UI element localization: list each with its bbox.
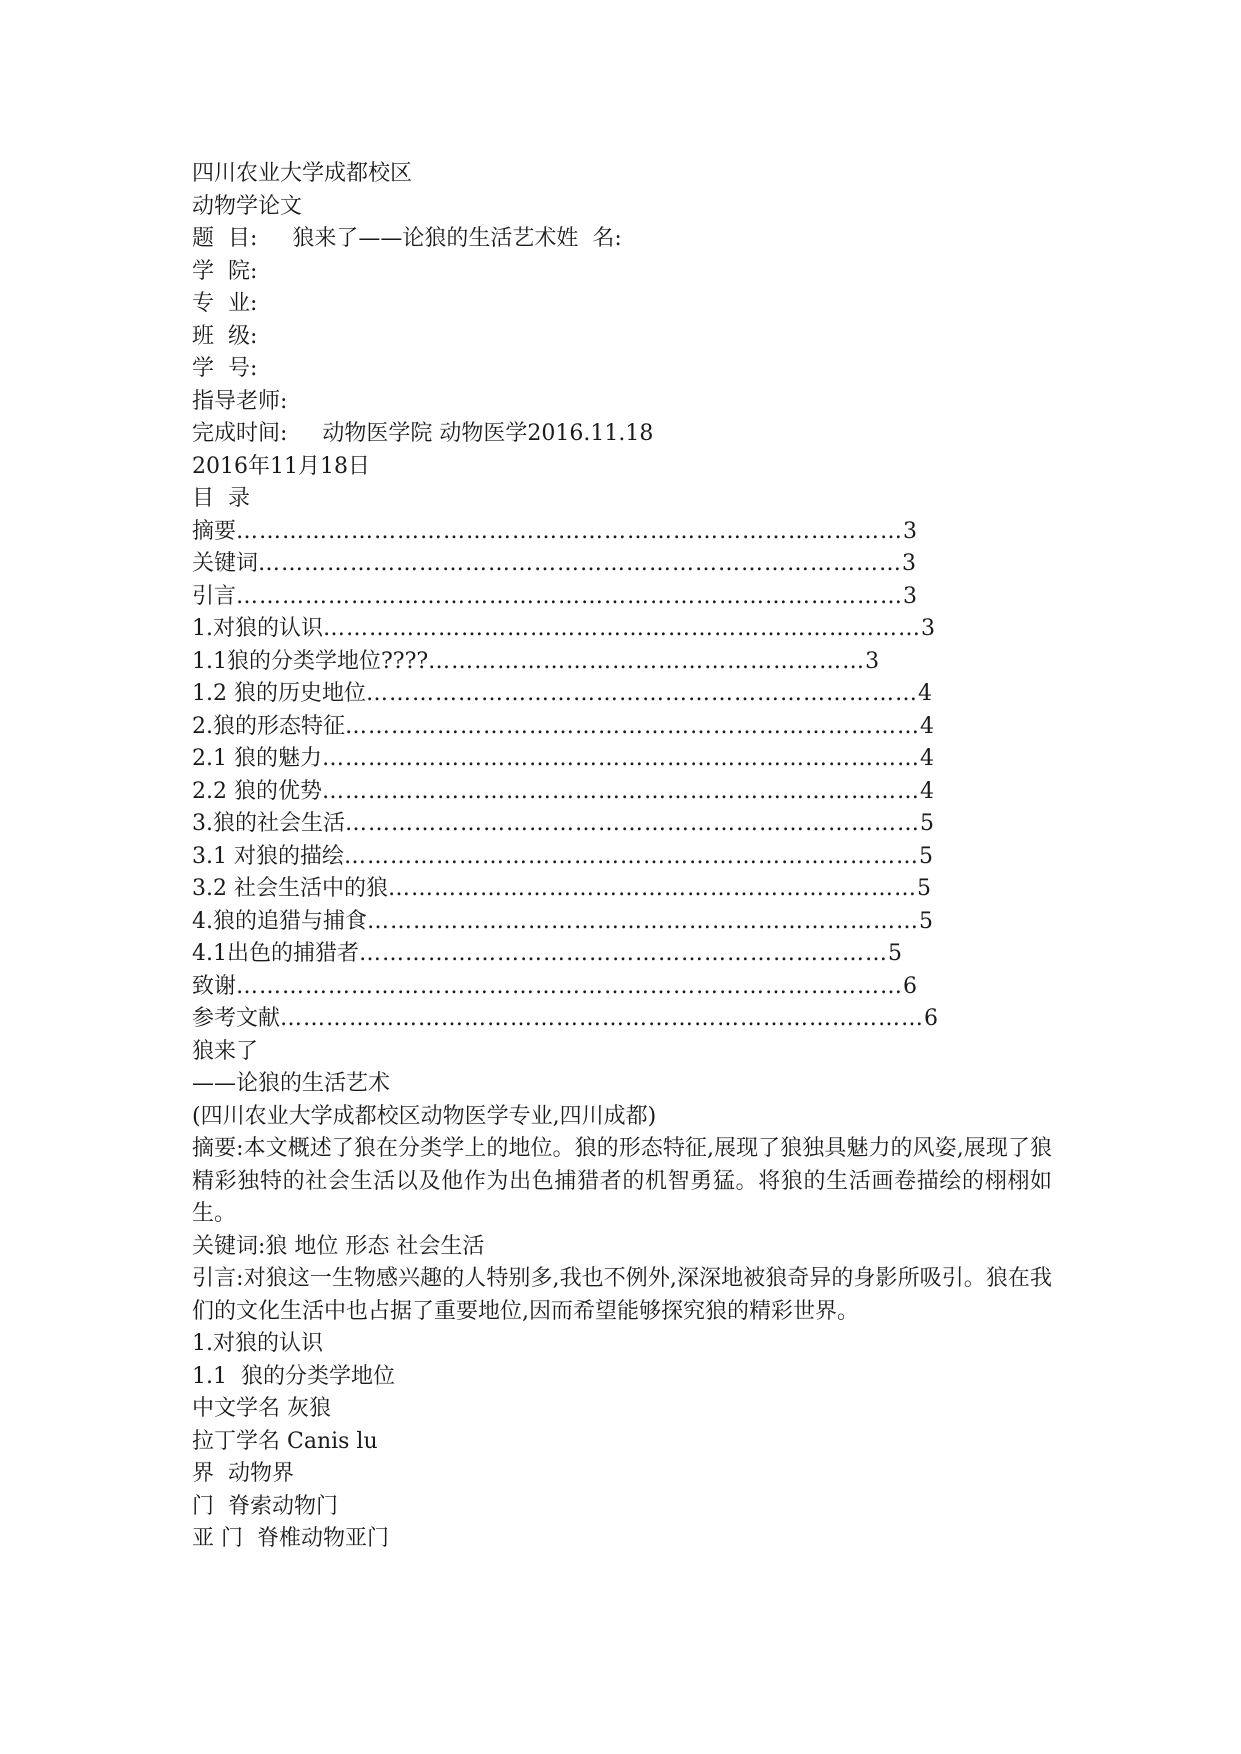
toc-item[interactable]: [192, 581, 1052, 614]
table-of-contents: [192, 516, 1052, 1036]
toc-item-leader: ……………………………………………………………………………: [236, 518, 904, 544]
toc-item-title: 关键词: [192, 551, 259, 576]
title-row: 题 目: 狼来了——论狼的生活艺术姓 名:: [192, 226, 622, 251]
taxonomy-list: [192, 1393, 1052, 1556]
body-subtitle: ——论狼的生活艺术: [192, 1071, 391, 1096]
toc-item[interactable]: [192, 646, 1052, 679]
toc-item[interactable]: [192, 841, 1052, 874]
affiliation: (四川农业大学成都校区动物医学专业,四川成都): [192, 1103, 657, 1129]
toc-item-page: 5: [918, 843, 933, 869]
toc-item-leader: …………………………………………………………………: [345, 713, 920, 739]
taxonomy-line: 拉丁学名 Canis lu: [192, 1428, 378, 1454]
toc-item-page: 5: [920, 811, 934, 836]
toc-item-title: 4.狼的追猎与捕食: [192, 908, 367, 934]
toc-item[interactable]: [192, 1003, 1052, 1036]
toc-item-title: 摘要: [192, 518, 237, 544]
toc-item-leader: ………………………………………………………………: [367, 908, 919, 934]
toc-item-page: 4: [919, 746, 934, 771]
toc-item[interactable]: [192, 516, 1052, 549]
taxonomy-line: 门 脊索动物门: [192, 1493, 338, 1519]
toc-item-page: 3: [902, 551, 917, 576]
advisor-row: 指导老师:: [192, 388, 288, 414]
toc-item-page: 6: [903, 973, 918, 999]
toc-item-title: 引言: [192, 583, 237, 609]
body-title: 狼来了: [192, 1038, 259, 1064]
toc-item-title: 4.1出色的捕猎者: [192, 941, 359, 966]
toc-item-leader: ……………………………………………………………………………: [236, 973, 904, 999]
toc-item-page: 4: [919, 778, 934, 804]
toc-item-title: 1.对狼的认识: [192, 616, 323, 641]
toc-item[interactable]: [192, 873, 1052, 906]
toc-item-leader: …………………………………………………………………………: [258, 551, 903, 576]
intro-paragraph: 引言:对狼这一生物感兴趣的人特别多,我也不例外,深深地被狼奇异的身影所吸引。狼在我们的文化生活中也占据了重要地位,因而希望能够探究狼的精彩世界。: [192, 1266, 1052, 1324]
completion-date: 2016年11月18日: [192, 453, 370, 479]
toc-item-page: 3: [865, 648, 880, 674]
keywords-line: 关键词:狼 地位 形态 社会生活: [192, 1233, 485, 1259]
toc-item[interactable]: [192, 711, 1052, 744]
toc-item-page: 3: [903, 583, 918, 609]
toc-item-leader: ……………………………………………………………………: [321, 746, 920, 771]
toc-item-leader: …………………………………………………………………: [345, 811, 920, 836]
toc-item-title: 3.2 社会生活中的狼: [192, 876, 388, 901]
toc-item-leader: ……………………………………………………………: [387, 876, 917, 901]
section-heading-1-1: 1.1 狼的分类学地位: [192, 1363, 395, 1389]
toc-heading: 目 录: [192, 486, 250, 511]
toc-item[interactable]: [192, 906, 1052, 939]
toc-item-title: 2.2 狼的优势: [192, 778, 322, 804]
abstract-paragraph: 摘要:本文概述了狼在分类学上的地位。狼的形态特征,展现了狼独具魅力的风姿,展现了狼精彩独特的社会生活以及他作为出色捕猎者的机智勇猛。将狼的生活画卷描绘的栩栩如生。: [192, 1136, 1052, 1226]
taxonomy-line: 中文学名 灰狼: [192, 1396, 331, 1421]
toc-item-title: 3.1 对狼的描绘: [192, 843, 344, 869]
document-content: [192, 158, 1052, 1556]
document-type: 动物学论文: [192, 193, 303, 219]
toc-item[interactable]: [192, 776, 1052, 809]
toc-item-page: 5: [919, 908, 933, 934]
toc-item[interactable]: [192, 743, 1052, 776]
toc-item-leader: ………………………………………………………………: [365, 681, 918, 706]
toc-item-page: 3: [903, 518, 918, 544]
toc-item-leader: ……………………………………………………………………: [321, 778, 920, 804]
toc-item-page: 3: [921, 616, 935, 641]
section-heading-1: 1.对狼的认识: [192, 1331, 323, 1356]
toc-item[interactable]: [192, 808, 1052, 841]
toc-item-leader: ……………………………………………………………………: [323, 616, 921, 641]
toc-item-leader: ……………………………………………………………………………: [236, 583, 904, 609]
toc-item-title: 3.狼的社会生活: [192, 811, 345, 836]
toc-item-title: 1.2 狼的历史地位: [192, 681, 366, 706]
toc-item-page: 5: [916, 876, 931, 901]
toc-item[interactable]: [192, 613, 1052, 646]
toc-item[interactable]: [192, 971, 1052, 1004]
toc-item-title: 1.1狼的分类学地位????: [192, 648, 429, 674]
toc-item[interactable]: [192, 938, 1052, 971]
toc-item-title: 致谢: [192, 973, 237, 999]
toc-item-title: 参考文献: [192, 1006, 281, 1031]
taxonomy-line: 界 动物界: [192, 1461, 294, 1486]
toc-item-page: 6: [924, 1006, 939, 1031]
toc-item[interactable]: [192, 548, 1052, 581]
toc-item-leader: ……………………………………………………………: [359, 941, 888, 966]
major-row: 专 业:: [192, 291, 258, 316]
toc-item-page: 5: [888, 941, 902, 966]
toc-item[interactable]: [192, 678, 1052, 711]
class-row: 班 级:: [192, 323, 258, 349]
toc-item-title: 2.1 狼的魅力: [192, 746, 322, 771]
toc-item-title: 2.狼的形态特征: [192, 713, 345, 739]
university-name: 四川农业大学成都校区: [192, 161, 413, 186]
completion-row: 完成时间: 动物医学院 动物医学2016.11.18: [192, 421, 654, 446]
student-id-row: 学 号:: [192, 356, 258, 381]
taxonomy-line: 亚 门 脊椎动物亚门: [192, 1526, 389, 1551]
toc-item-leader: …………………………………………………………………………: [280, 1006, 925, 1031]
toc-item-leader: …………………………………………………………………: [343, 843, 919, 869]
toc-item-page: 4: [920, 713, 934, 739]
toc-item-page: 4: [917, 681, 932, 706]
college-row: 学 院:: [192, 258, 258, 284]
toc-item-leader: …………………………………………………: [428, 648, 866, 674]
